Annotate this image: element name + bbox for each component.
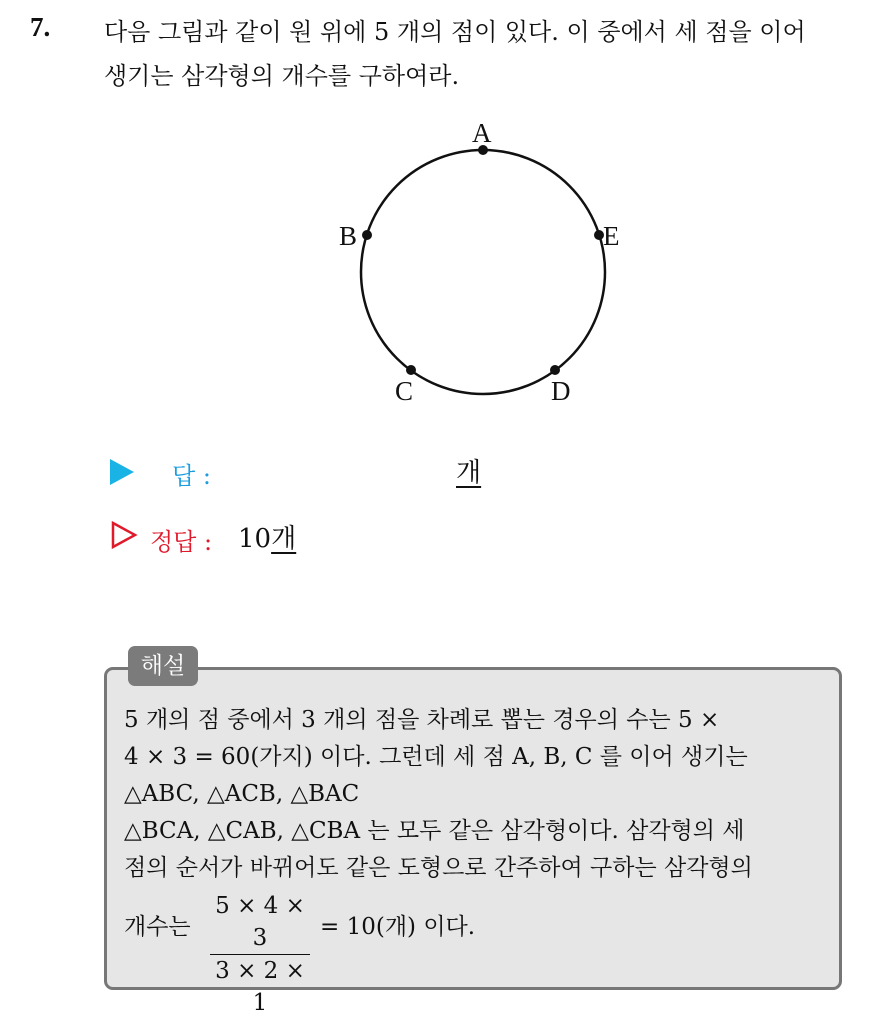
point-b-dot <box>362 230 372 240</box>
question-number: 7. <box>30 12 51 42</box>
correct-value: 10 <box>238 524 272 554</box>
answer-unit: 개 <box>456 458 482 488</box>
solution-tab: 해설 <box>128 646 198 686</box>
circle-figure <box>320 108 640 408</box>
correct-answer <box>238 518 296 555</box>
solution-final-tail: = 10(개) 이다. <box>320 914 476 940</box>
solution-line-5: 점의 순서가 바뀌어도 같은 도형으로 간주하여 구하는 삼각형의 <box>124 855 753 881</box>
point-b-label: B <box>339 221 358 251</box>
solution-fraction <box>210 890 310 1019</box>
correct-label: 정답 : <box>150 528 213 556</box>
point-a-label: A <box>472 118 492 148</box>
fraction-denominator: 3 × 2 × 1 <box>215 958 305 1016</box>
answer-label: 답 : <box>172 462 211 490</box>
solution-text <box>124 702 829 887</box>
point-e-label: E <box>603 221 620 251</box>
point-d-dot <box>550 365 560 375</box>
circle <box>361 150 605 394</box>
answer-marker-icon <box>110 459 134 485</box>
correct-marker-icon <box>110 521 138 549</box>
point-d-label: D <box>551 376 571 406</box>
solution-final-lead: 개수는 <box>124 914 191 940</box>
solution-line-2: 4 × 3 = 60(가지) 이다. 그런데 세 점 A, B, C 를 이어 생기는 <box>124 744 748 770</box>
solution-line-3: △ABC, △ACB, △BAC <box>124 781 360 807</box>
solution-line-4: △BCA, △CAB, △CBA 는 모두 같은 삼각형이다. 삼각형의 세 <box>124 818 745 844</box>
question-text: 다음 그림과 같이 원 위에 5 개의 점이 있다. 이 중에서 세 점을 이어 생기는 삼각형의 개수를 구하여라. <box>104 18 806 90</box>
solution-line-1: 5 개의 점 중에서 3 개의 점을 차례로 뽑는 경우의 수는 5 × <box>124 707 720 733</box>
fraction-numerator: 5 × 4 × 3 <box>215 893 305 951</box>
point-c-dot <box>406 365 416 375</box>
point-c-label: C <box>395 376 414 406</box>
correct-unit: 개 <box>271 524 297 554</box>
